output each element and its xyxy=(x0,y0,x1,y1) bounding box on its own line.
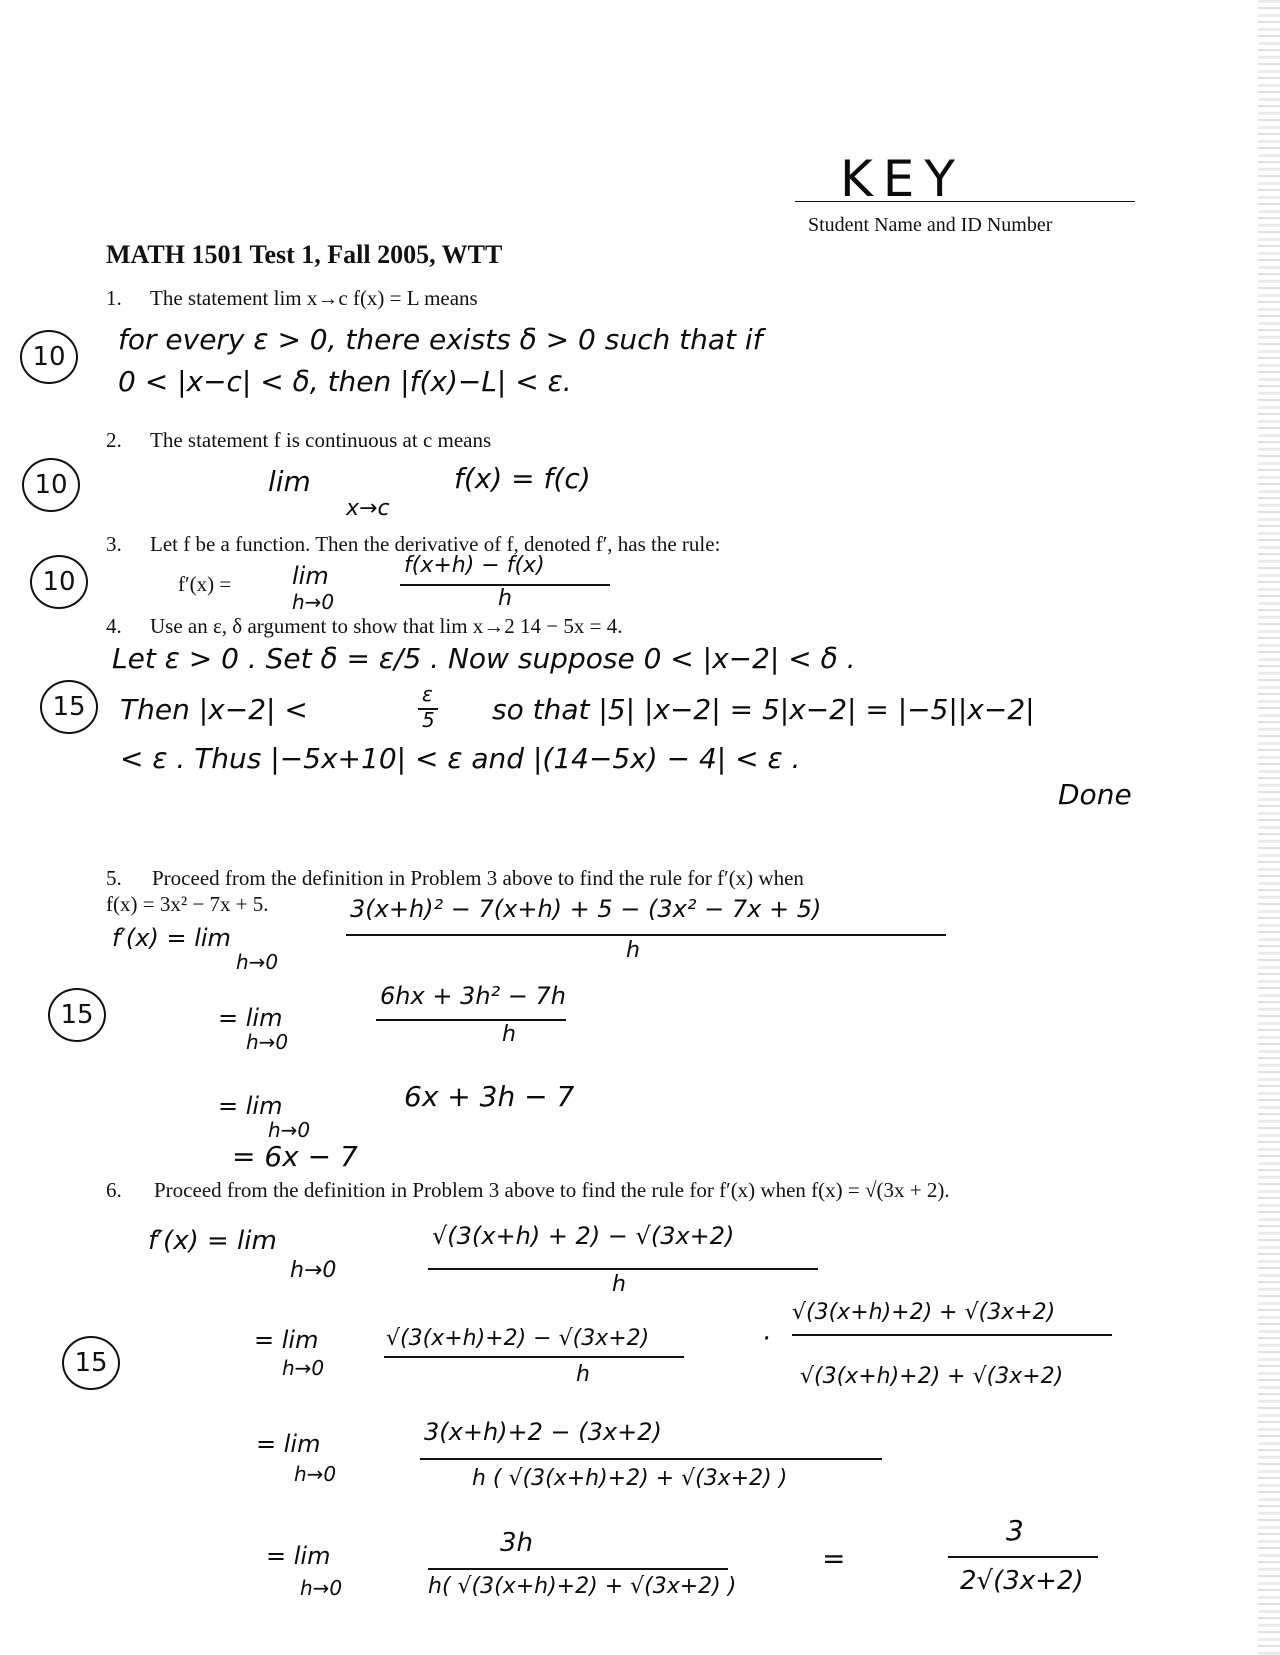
problem-5-number: 5. xyxy=(106,866,122,890)
problem-5-score: 15 xyxy=(48,988,106,1042)
problem-5-prompt-2: f(x) = 3x² − 7x + 5. xyxy=(106,892,269,916)
problem-5-lim-subscript-1: h→0 xyxy=(236,950,279,974)
problem-2-prompt: The statement f is continuous at c means xyxy=(150,428,492,452)
problem-6-denominator-2: h xyxy=(576,1362,590,1387)
problem-5-step-3: 6x + 3h − 7 xyxy=(404,1080,575,1113)
problem-6-equals: = xyxy=(822,1542,846,1575)
key-handwriting: KEY xyxy=(840,150,965,208)
problem-1-score: 10 xyxy=(20,330,78,384)
problem-4-number: 4. xyxy=(106,614,122,638)
problem-3-lhs: f′(x) = xyxy=(178,572,232,596)
problem-5-f-prime-lim: f′(x) = lim xyxy=(112,924,231,952)
problem-6-conjugate-denominator: √(3(x+h)+2) + √(3x+2) xyxy=(800,1364,1064,1389)
problem-6-eq-lim-3: = lim xyxy=(256,1430,321,1458)
problem-5-numerator-2: 6hx + 3h² − 7h xyxy=(380,982,566,1010)
scan-edge xyxy=(1258,0,1280,1655)
problem-3-lim: lim xyxy=(292,562,329,590)
problem-6-final-bar xyxy=(948,1556,1098,1558)
problem-5-denominator-1: h xyxy=(626,938,640,963)
problem-2-lim-subscript: x→c xyxy=(346,496,390,521)
problem-5-denominator-2: h xyxy=(502,1022,516,1047)
problem-3-prompt: Let f be a function. Then the derivative of f, denoted f′, has the rule: xyxy=(150,532,721,556)
name-line xyxy=(795,201,1135,202)
problem-6-numerator-1: √(3(x+h) + 2) − √(3x+2) xyxy=(432,1222,735,1250)
problem-6-eq-lim-4: = lim xyxy=(266,1542,331,1570)
problem-3-score: 10 xyxy=(30,555,88,609)
problem-6-fraction-bar-4 xyxy=(428,1568,728,1570)
problem-6-lim-subscript-4: h→0 xyxy=(300,1576,343,1600)
problem-1-answer-line-1: for every ε > 0, there exists δ > 0 such that if xyxy=(118,323,763,356)
problem-6-prompt: Proceed from the definition in Problem 3 above to find the rule for f′(x) when f(x) = √(3x + 2). xyxy=(154,1178,950,1202)
problem-4-done: Done xyxy=(1058,778,1132,811)
problem-6-numerator-4: 3h xyxy=(500,1528,534,1558)
problem-6-final-numerator: 3 xyxy=(1006,1514,1024,1547)
problem-4-eps-numerator: ε xyxy=(422,682,433,706)
problem-6-denominator-3: h ( √(3(x+h)+2) + √(3x+2) ) xyxy=(472,1466,788,1491)
page-title: MATH 1501 Test 1, Fall 2005, WTT xyxy=(106,240,503,269)
problem-6-conjugate-numerator: √(3(x+h)+2) + √(3x+2) xyxy=(792,1300,1056,1325)
problem-6-final-denominator: 2√(3x+2) xyxy=(960,1566,1084,1596)
problem-3-denominator: h xyxy=(498,586,512,611)
problem-6-denominator-4: h( √(3(x+h)+2) + √(3x+2) ) xyxy=(428,1574,737,1599)
problem-2-score: 10 xyxy=(22,458,80,512)
problem-6-conjugate-bar xyxy=(792,1334,1112,1336)
problem-4-answer-line-1: Let ε > 0 . Set δ = ε/5 . Now suppose 0 < |x−2| < δ . xyxy=(112,642,856,675)
problem-6-number: 6. xyxy=(106,1178,122,1202)
problem-1-number: 1. xyxy=(106,286,122,310)
problem-1-prompt: The statement lim x→c f(x) = L means xyxy=(150,286,478,310)
problem-5-prompt: Proceed from the definition in Problem 3 above to find the rule for f′(x) when xyxy=(152,866,804,890)
problem-1-answer-line-2: 0 < |x−c| < δ, then |f(x)−L| < ε. xyxy=(118,365,572,398)
problem-5-numerator-1: 3(x+h)² − 7(x+h) + 5 − (3x² − 7x + 5) xyxy=(350,895,822,923)
problem-6-eq-lim-2: = lim xyxy=(254,1326,319,1354)
problem-6-denominator-1: h xyxy=(612,1272,626,1297)
problem-5-result: = 6x − 7 xyxy=(232,1140,358,1173)
problem-5-fraction-bar-2 xyxy=(376,1019,566,1021)
problem-3-numerator: f(x+h) − f(x) xyxy=(404,553,545,578)
problem-6-score: 15 xyxy=(62,1336,120,1390)
problem-4-eps-denominator: 5 xyxy=(422,708,435,732)
problem-6-numerator-2: √(3(x+h)+2) − √(3x+2) xyxy=(386,1326,650,1351)
problem-4-answer-line-3: < ε . Thus |−5x+10| < ε and |(14−5x) − 4| < ε . xyxy=(120,742,801,775)
problem-6-times-dot: · xyxy=(762,1324,771,1354)
problem-6-numerator-3: 3(x+h)+2 − (3x+2) xyxy=(424,1418,662,1446)
problem-5-lim-subscript-2: h→0 xyxy=(246,1030,289,1054)
problem-3-lim-subscript: h→0 xyxy=(292,590,335,614)
problem-4-score: 15 xyxy=(40,680,98,734)
problem-3-number: 3. xyxy=(106,532,122,556)
problem-4-prompt: Use an ε, δ argument to show that lim x→2 14 − 5x = 4. xyxy=(150,614,623,638)
problem-6-lim-subscript-3: h→0 xyxy=(294,1462,337,1486)
problem-2-number: 2. xyxy=(106,428,122,452)
name-label: Student Name and ID Number xyxy=(808,214,1053,236)
problem-6-f-prime-lim: f′(x) = lim xyxy=(148,1226,277,1256)
problem-6-fraction-bar-3 xyxy=(420,1458,882,1460)
problem-6-fraction-bar-1 xyxy=(428,1268,818,1270)
problem-2-answer: f(x) = f(c) xyxy=(454,462,591,495)
problem-5-fraction-bar-1 xyxy=(346,934,946,936)
problem-4-answer-line-2-rest: so that |5| |x−2| = 5|x−2| = |−5||x−2| xyxy=(492,693,1035,726)
problem-5-eq-lim-2: = lim xyxy=(218,1004,283,1032)
problem-5-eq-lim-3: = lim xyxy=(218,1092,283,1120)
problem-5-lim-subscript-3: h→0 xyxy=(268,1118,311,1142)
problem-6-lim-subscript-2: h→0 xyxy=(282,1356,325,1380)
problem-2-lim: lim xyxy=(268,465,311,498)
problem-6-fraction-bar-2 xyxy=(384,1356,684,1358)
problem-6-lim-subscript-1: h→0 xyxy=(290,1258,337,1283)
problem-4-answer-line-2: Then |x−2| < xyxy=(120,693,308,726)
